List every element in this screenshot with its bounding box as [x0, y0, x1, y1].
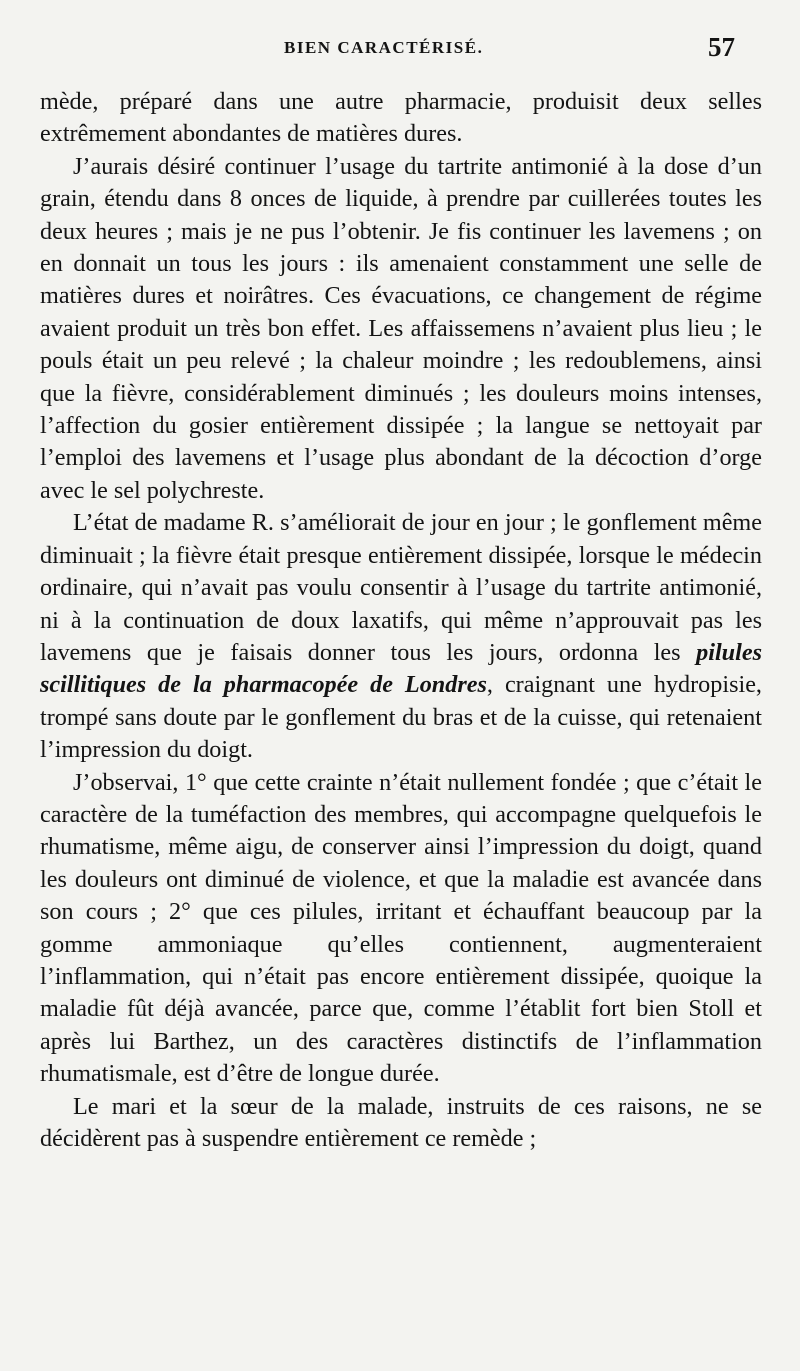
paragraph-text: mède, préparé dans une autre pharmacie, produisit deux selles extrêmement abondantes de matières dures. — [40, 88, 762, 148]
paragraph-text: , craignant une hydropisie, trompé sans doute par le gonflement du bras et de la cuisse, qui retenaient l’impression du doigt. — [40, 671, 762, 764]
paragraph-text: Le mari et la sœur de la malade, instruits de ces raisons, ne se décidèrent pas à suspendre entièrement ce remède ; — [40, 1092, 762, 1152]
paragraph-p2 — [40, 151, 762, 507]
italic-title: pilules scillitiques de la pharmacopée de Londres — [40, 638, 762, 699]
paragraph-text: J’observai, 1° que cette crainte n’était nullement fondée ; que c’était le caractère de la tuméfaction des membres, qui accompagne quelquefois le rhumatisme, même aigu, de conserver ainsi l’impression du doigt, quand les douleurs ont diminué de violence, et que la maladie est avancée dans son cours ; 2° que ces pilules, irritant et échauffant beaucoup par la gomme ammoniaque qu’elles contiennent, augmenteraient l’inflammation, qui n’était pas encore entièrement dissipée, quoique la maladie fût déjà avancée, parce que, comme l’établit fort bien Stoll et après lui Barthez, un des caractères distinctifs de l’inflammation rhumatismale, est d’être de longue durée. — [40, 768, 762, 1088]
body-text — [40, 86, 762, 1155]
page-header — [0, 30, 800, 70]
paragraph-p5 — [40, 1091, 762, 1156]
running-head: BIEN CARACTÉRISÉ. — [284, 38, 484, 57]
page-number: 57 — [708, 32, 735, 62]
paragraph-p1 — [40, 86, 762, 151]
paragraph-text: J’aurais désiré continuer l’usage du tartrite antimonié à la dose d’un grain, étendu dans 8 onces de liquide, à prendre par cuillerées toutes les deux heures ; mais je ne pus l’obtenir. Je fis continuer les lavemens ; on en donnait un tous les jours : ils amenaient constamment une selle de matières dures et noirâtres. Ces évacuations, ce changement de régime avaient produit un très bon effet. Les affaissemens n’avaient plus lieu ; le pouls était un peu relevé ; la chaleur moindre ; les redoublemens, ainsi que la fièvre, considérablement diminués ; les douleurs moins intenses, l’affection du gosier entièrement dissipée ; la langue se nettoyait par l’emploi des lavemens et l’usage plus abondant de la décoction d’orge avec le sel polychreste. — [40, 152, 762, 504]
paragraph-p4 — [40, 767, 762, 1091]
paragraph-p3 — [40, 507, 762, 766]
paragraph-text: L’état de madame R. s’améliorait de jour en jour ; le gonflement même diminuait ; la fièvre était presque entièrement dissipée, lorsque le médecin ordinaire, qui n’avait pas voulu consentir à l’usage du tartrite antimonié, ni à la continuation de doux laxatifs, qui même n’approuvait pas les lavemens que je faisais donner tous les jours, ordonna les — [40, 509, 762, 666]
